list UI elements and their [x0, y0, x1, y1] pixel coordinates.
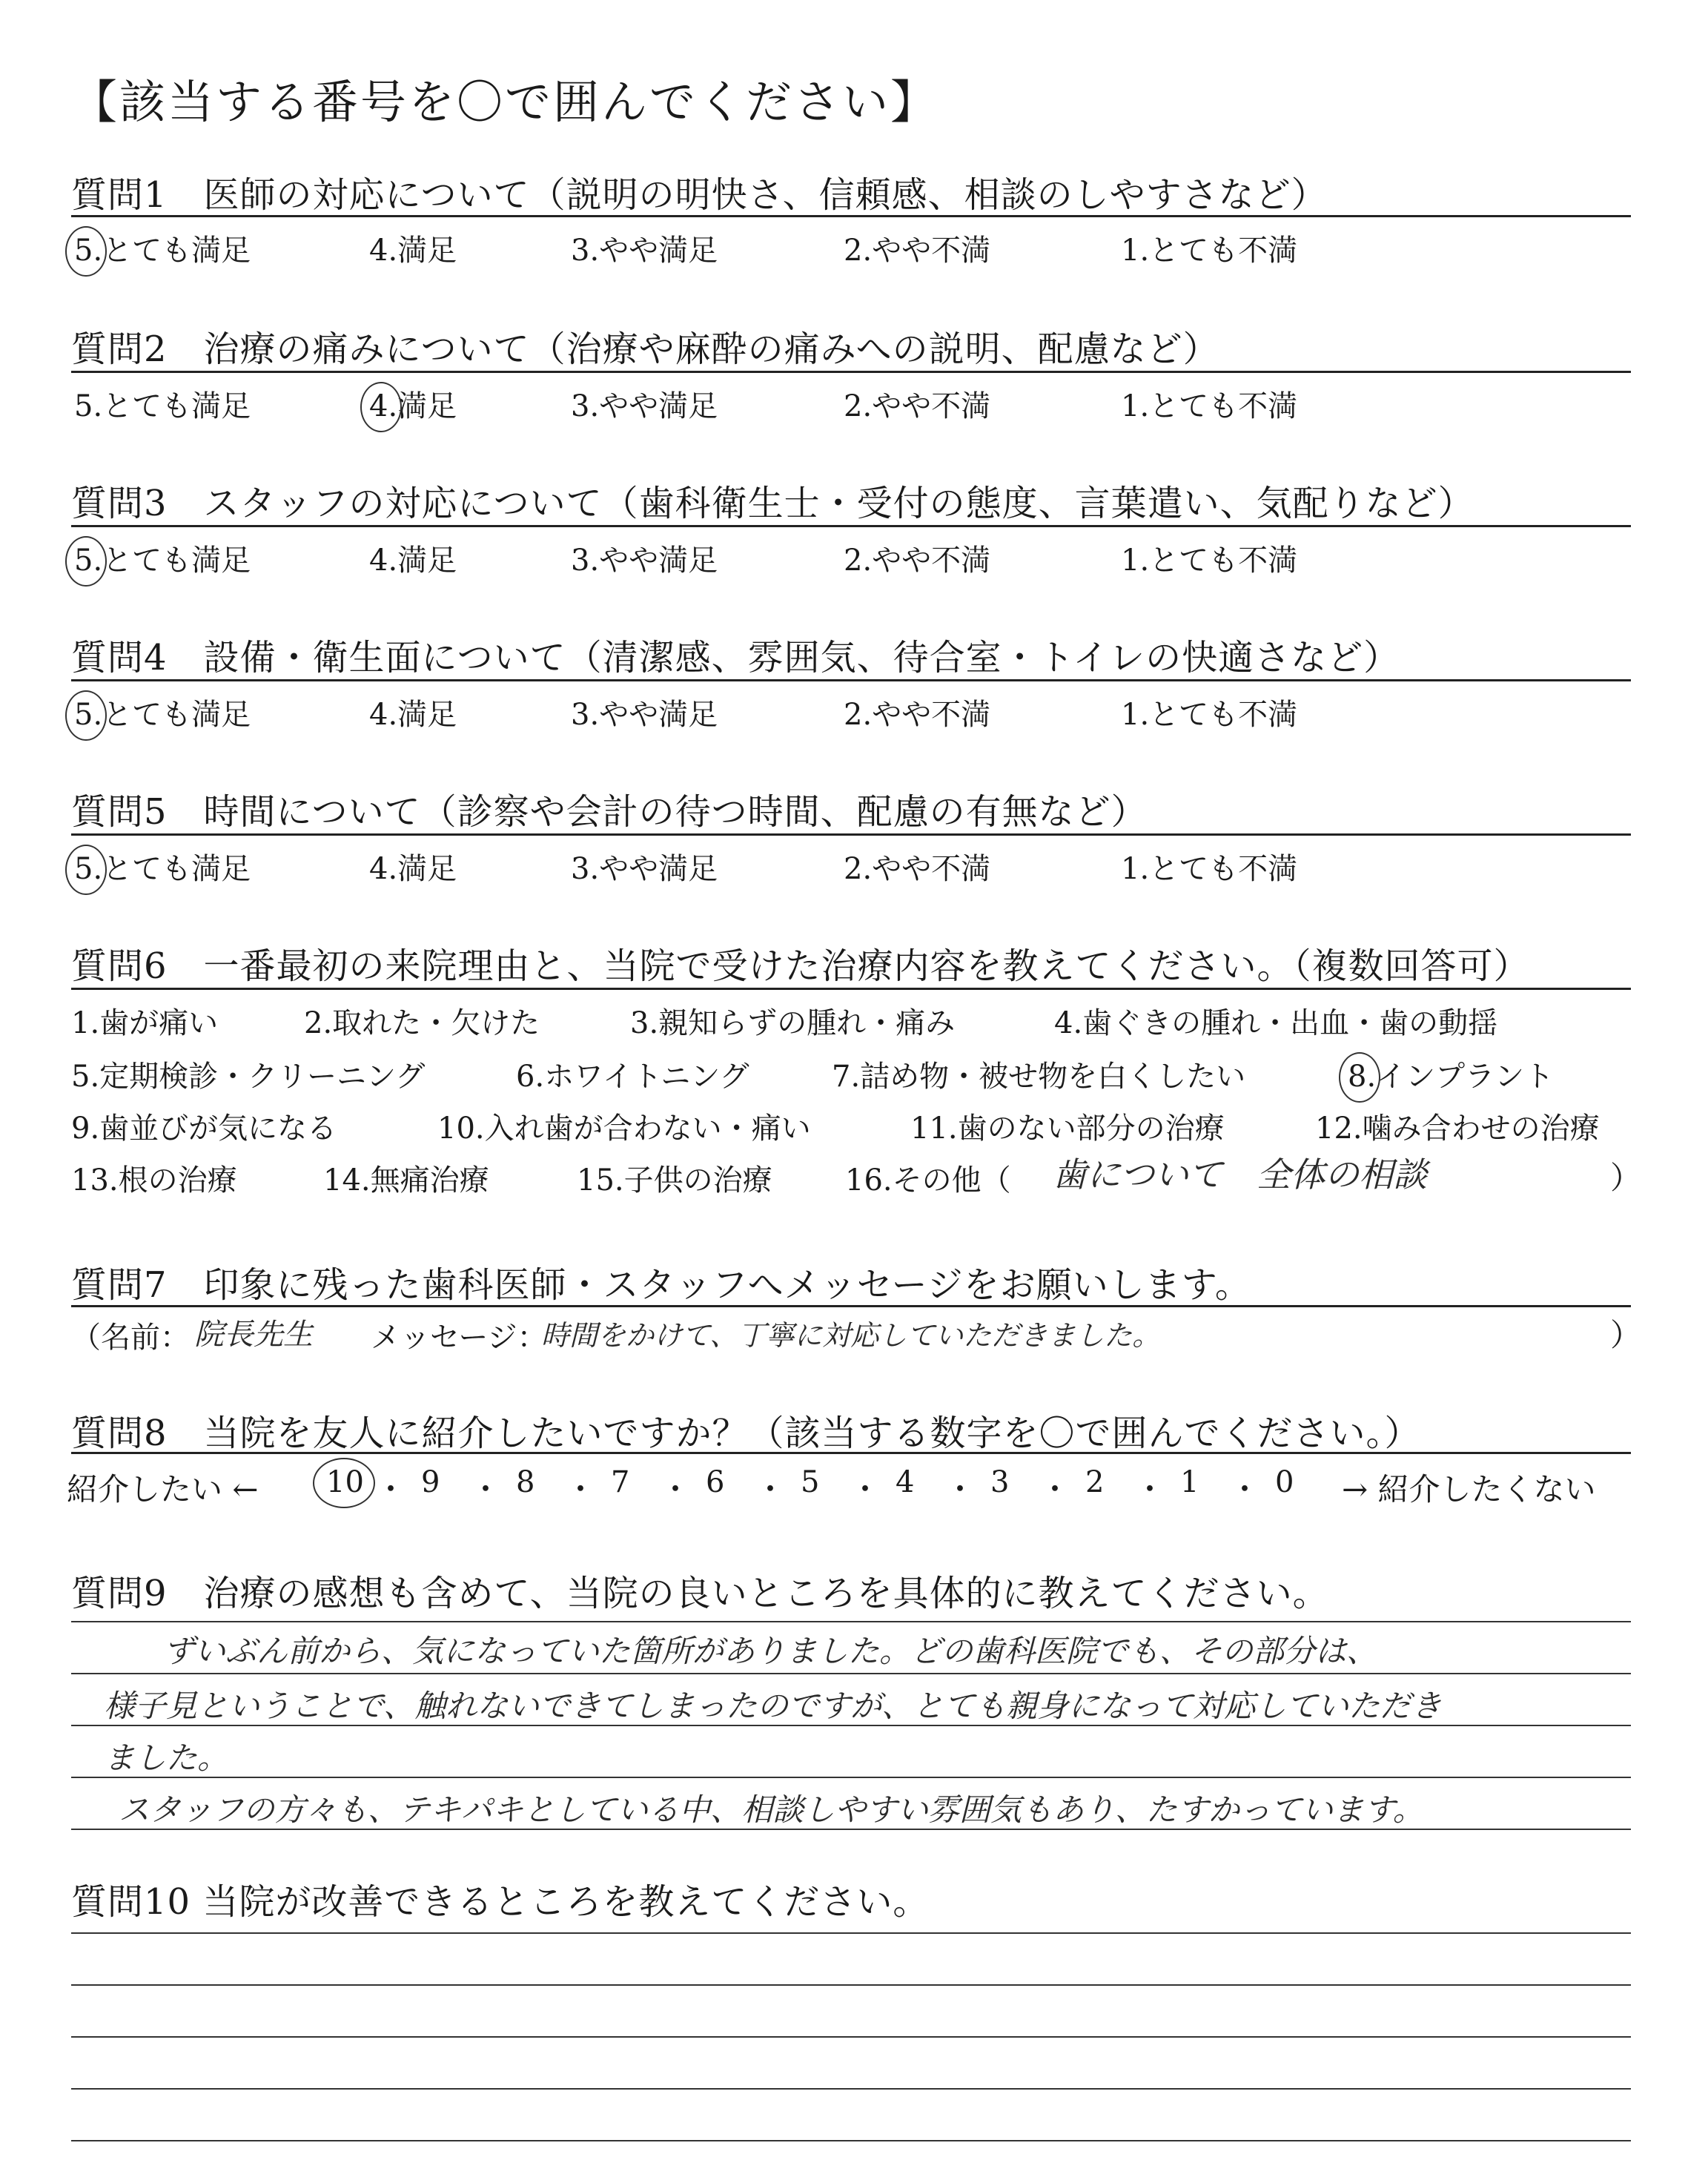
q4-option-4[interactable]: 4.満足 — [369, 698, 457, 732]
q1-option-2[interactable]: 2.やや不満 — [844, 234, 991, 268]
q8-scale-7[interactable]: 7 — [611, 1465, 630, 1499]
q5-rule — [71, 833, 1631, 836]
q6-option-3[interactable]: 3.親知らずの腫れ・痛み — [630, 1006, 956, 1040]
q6-title: 質問6 一番最初の来院理由と、当院で受けた治療内容を教えてください。（複数回答可） — [71, 945, 1530, 987]
q8-scale-6[interactable]: 6 — [706, 1465, 725, 1499]
q10-title: 質問10 当院が改善できるところを教えてください。 — [71, 1881, 930, 1923]
selected-mark-icon: 10 — [326, 1465, 364, 1499]
q8-separator-dot: ・ — [565, 1471, 597, 1507]
q7-close-paren: ） — [1610, 1317, 1642, 1353]
q10-line-4 — [71, 2140, 1631, 2141]
q3-rule — [71, 525, 1631, 527]
q2-rule — [71, 371, 1631, 373]
q7-title: 質問7 印象に残った歯科医師・スタッフへメッセージをお願いします。 — [71, 1264, 1251, 1306]
q3-option-2[interactable]: 2.やや不満 — [844, 544, 991, 578]
q6-option-16[interactable]: 16.その他（ — [845, 1163, 1011, 1198]
q5-option-4[interactable]: 4.満足 — [369, 852, 457, 886]
q9-line-0 — [71, 1621, 1631, 1622]
q9-handwriting-line-3: ました。 — [104, 1740, 229, 1776]
selected-mark-icon: 5. — [74, 544, 103, 578]
q7-name-handwriting: 院長先生 — [194, 1318, 313, 1352]
q8-scale-2[interactable]: 2 — [1085, 1465, 1105, 1499]
q9-line-3 — [71, 1777, 1631, 1778]
q3-option-3[interactable]: 3.やや満足 — [571, 544, 718, 578]
q8-separator-dot: ・ — [850, 1471, 881, 1507]
q6-option-1[interactable]: 1.歯が痛い — [71, 1006, 219, 1040]
q9-handwriting-line-1: ずいぶん前から、気になっていた箇所がありました。どの歯科医院でも、その部分は、 — [163, 1633, 1378, 1669]
q8-scale-0[interactable]: 0 — [1275, 1465, 1294, 1499]
q4-option-3[interactable]: 3.やや満足 — [571, 698, 718, 732]
q5-option-3[interactable]: 3.やや満足 — [571, 852, 718, 886]
q6-option-12[interactable]: 12.噛み合わせの治療 — [1315, 1112, 1600, 1146]
q8-scale-10[interactable] — [326, 1465, 364, 1499]
q8-separator-dot: ・ — [755, 1471, 787, 1507]
q6-option-10[interactable]: 10.入れ歯が合わない・痛い — [437, 1112, 811, 1146]
q8-scale-8[interactable]: 8 — [516, 1465, 535, 1499]
q3-title: 質問3 スタッフの対応について（歯科衛生士・受付の態度、言葉遣い、気配りなど） — [71, 483, 1474, 524]
q6-option-5[interactable]: 5.定期検診・クリーニング — [71, 1060, 426, 1094]
q5-title: 質問5 時間について（診察や会計の待つ時間、配慮の有無など） — [71, 791, 1148, 833]
q8-title: 質問8 当院を友人に紹介したいですか？（該当する数字を〇で囲んでください。） — [71, 1413, 1421, 1454]
q6-option-7[interactable]: 7.詰め物・被せ物を白くしたい — [832, 1060, 1246, 1094]
q2-option-4[interactable]: 4.満足 — [369, 389, 457, 423]
q2-option-2[interactable]: 2.やや不満 — [844, 389, 991, 423]
q1-rule — [71, 215, 1631, 217]
q4-rule — [71, 679, 1631, 681]
q9-handwriting-line-2: 様子見ということで、触れないできてしまったのですが、とても親身になって対応していただき — [104, 1688, 1443, 1724]
q2-option-1[interactable]: 1.とても不満 — [1121, 389, 1298, 423]
q1-option-4[interactable]: 4.満足 — [369, 234, 457, 268]
instruction-heading: 【該当する番号を〇で囲んでください】 — [71, 75, 939, 129]
selected-mark-icon: 5. — [74, 698, 103, 732]
q8-separator-dot: ・ — [1229, 1471, 1261, 1507]
q6-option-2[interactable]: 2.取れた・欠けた — [304, 1006, 540, 1040]
q5-option-5[interactable]: 5.とても満足 — [74, 852, 251, 886]
selected-mark-icon: 4. — [369, 389, 398, 423]
q4-option-5[interactable]: 5.とても満足 — [74, 698, 251, 732]
q8-scale-9[interactable]: 9 — [421, 1465, 440, 1499]
q6-option-15[interactable]: 15.子供の治療 — [577, 1163, 772, 1198]
q8-separator-dot: ・ — [1134, 1471, 1166, 1507]
q8-separator-dot: ・ — [375, 1471, 407, 1507]
q2-title: 質問2 治療の痛みについて（治療や麻酔の痛みへの説明、配慮など） — [71, 328, 1219, 370]
q8-scale-4[interactable]: 4 — [896, 1465, 915, 1499]
selected-mark-icon: 8. — [1348, 1060, 1377, 1094]
q8-rule — [71, 1452, 1631, 1454]
q10-line-1 — [71, 1984, 1631, 1986]
q1-option-5[interactable]: 5.とても満足 — [74, 234, 251, 268]
q6-rule — [71, 988, 1631, 990]
q5-option-2[interactable]: 2.やや不満 — [844, 852, 991, 886]
q6-option-6[interactable]: 6.ホワイトニング — [516, 1060, 749, 1094]
q7-name-label: （名前： — [71, 1321, 190, 1355]
q9-title: 質問9 治療の感想も含めて、当院の良いところを具体的に教えてください。 — [71, 1573, 1329, 1614]
q8-separator-dot: ・ — [944, 1471, 976, 1507]
q6-other-handwriting: 歯について 全体の相談 — [1053, 1155, 1428, 1195]
q10-line-0 — [71, 1932, 1631, 1934]
q4-title: 質問4 設備・衛生面について（清潔感、雰囲気、待合室・トイレの快適さなど） — [71, 637, 1400, 678]
q8-separator-dot: ・ — [470, 1471, 502, 1507]
q6-option-8[interactable]: 8.インプラント — [1348, 1060, 1555, 1094]
q1-option-3[interactable]: 3.やや満足 — [571, 234, 718, 268]
q7-message-handwriting: 時間をかけて、丁寧に対応していただきました。 — [541, 1319, 1161, 1352]
q4-option-1[interactable]: 1.とても不満 — [1121, 698, 1298, 732]
q6-close-paren: ） — [1610, 1160, 1642, 1196]
q9-handwriting-line-4: スタッフの方々も、テキパキとしている中、相談しやすい雰囲気もあり、たすかっています。 — [119, 1791, 1424, 1828]
q8-left-label: 紹介したい ← — [67, 1471, 259, 1507]
q10-line-3 — [71, 2088, 1631, 2090]
q9-line-1 — [71, 1673, 1631, 1674]
selected-mark-icon: 5. — [74, 234, 103, 268]
q3-option-4[interactable]: 4.満足 — [369, 544, 457, 578]
q3-option-1[interactable]: 1.とても不満 — [1121, 544, 1298, 578]
q1-title: 質問1 医師の対応について（説明の明快さ、信頼感、相談のしやすさなど） — [71, 174, 1328, 216]
q8-scale-3[interactable]: 3 — [990, 1465, 1010, 1499]
q8-separator-dot: ・ — [1039, 1471, 1071, 1507]
q7-rule — [71, 1305, 1631, 1307]
q6-option-11[interactable]: 11.歯のない部分の治療 — [910, 1112, 1225, 1146]
q2-option-3[interactable]: 3.やや満足 — [571, 389, 718, 423]
q5-option-1[interactable]: 1.とても不満 — [1121, 852, 1298, 886]
q8-scale-5[interactable]: 5 — [801, 1465, 820, 1499]
q2-option-5[interactable]: 5.とても満足 — [74, 389, 251, 423]
q8-right-label: → 紹介したくない — [1342, 1471, 1596, 1507]
q6-option-9[interactable]: 9.歯並びが気になる — [71, 1112, 337, 1146]
q1-option-1[interactable]: 1.とても不満 — [1121, 234, 1298, 268]
q6-option-13[interactable]: 13.根の治療 — [71, 1163, 237, 1198]
q6-option-4[interactable]: 4.歯ぐきの腫れ・出血・歯の動揺 — [1054, 1006, 1498, 1040]
selected-mark-icon: 5. — [74, 852, 103, 886]
q8-separator-dot: ・ — [660, 1471, 692, 1507]
q7-message-label: メッセージ： — [371, 1321, 547, 1355]
q8-scale-1[interactable]: 1 — [1180, 1465, 1199, 1499]
q10-line-2 — [71, 2036, 1631, 2038]
q4-option-2[interactable]: 2.やや不満 — [844, 698, 991, 732]
q6-option-14[interactable]: 14.無痛治療 — [323, 1163, 489, 1198]
q3-option-5[interactable]: 5.とても満足 — [74, 544, 251, 578]
